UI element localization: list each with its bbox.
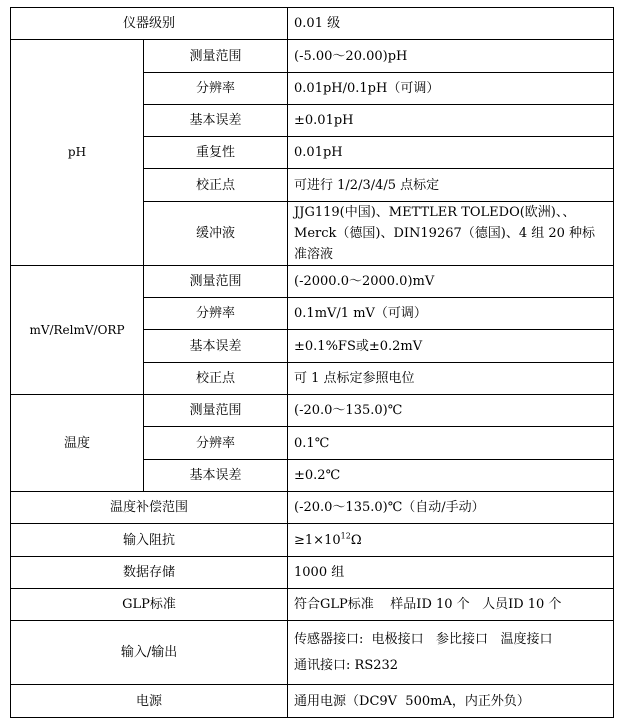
grade-label: 仪器级别 [11, 8, 288, 40]
table-row [11, 266, 614, 298]
impedance-suffix: Ω [350, 532, 362, 548]
impedance-value [288, 524, 614, 557]
ph-calibration-value: 可进行 1/2/3/4/5 点标定 [288, 169, 614, 202]
ph-repeat-value: 0.01pH [288, 137, 614, 169]
storage-label: 数据存储 [11, 557, 288, 589]
table-row [11, 557, 614, 589]
storage-value: 1000 组 [288, 557, 614, 589]
mv-error-value: ±0.1%FS或±0.2mV [288, 330, 614, 363]
power-label: 电源 [11, 685, 288, 718]
ph-range-value: (-5.00～20.00)pH [288, 40, 614, 73]
mv-calibration-value: 可 1 点标定参照电位 [288, 363, 614, 395]
impedance-prefix: ≥1×10 [294, 532, 341, 548]
ph-group-label: pH [11, 40, 144, 266]
mv-range-label: 测量范围 [144, 266, 288, 298]
ph-resolution-label: 分辨率 [144, 73, 288, 105]
ph-error-label: 基本误差 [144, 105, 288, 137]
glp-value: 符合GLP标准 样品ID 10 个 人员ID 10 个 [288, 589, 614, 621]
glp-label: GLP标准 [11, 589, 288, 621]
comp-value: (-20.0～135.0)℃（自动/手动） [288, 492, 614, 524]
ph-resolution-value: 0.01pH/0.1pH（可调） [288, 73, 614, 105]
temp-range-label: 测量范围 [144, 395, 288, 427]
io-line-2: 通讯接口: RS232 [294, 657, 399, 673]
temp-error-value: ±0.2℃ [288, 460, 614, 492]
temp-group-label: 温度 [11, 395, 144, 492]
grade-value: 0.01 级 [288, 8, 614, 40]
table-row [11, 492, 614, 524]
table-row [11, 685, 614, 718]
mv-group-label: mV/RelmV/ORP [11, 266, 144, 395]
table-row [11, 8, 614, 40]
mv-range-value: (-2000.0～2000.0)mV [288, 266, 614, 298]
temp-resolution-value: 0.1℃ [288, 427, 614, 460]
io-line-1: 传感器接口: 电极接口 参比接口 温度接口 [294, 631, 553, 647]
ph-calibration-label: 校正点 [144, 169, 288, 202]
mv-resolution-label: 分辨率 [144, 298, 288, 330]
temp-range-value: (-20.0～135.0)℃ [288, 395, 614, 427]
impedance-label: 输入阻抗 [11, 524, 288, 557]
ph-repeat-label: 重复性 [144, 137, 288, 169]
ph-range-label: 测量范围 [144, 40, 288, 73]
power-value: 通用电源（DC9V 500mA，内正外负） [288, 685, 614, 718]
temp-resolution-label: 分辨率 [144, 427, 288, 460]
mv-resolution-value: 0.1mV/1 mV（可调） [288, 298, 614, 330]
ph-buffer-label: 缓冲液 [144, 202, 288, 266]
table-row [11, 524, 614, 557]
comp-label: 温度补偿范围 [11, 492, 288, 524]
impedance-exponent: 12 [340, 531, 351, 541]
mv-calibration-label: 校正点 [144, 363, 288, 395]
mv-error-label: 基本误差 [144, 330, 288, 363]
table-row [11, 621, 614, 685]
io-value [288, 621, 614, 685]
ph-buffer-value: JJG119(中国)、METTLER TOLEDO(欧洲)、、Merck（德国)、DIN19267（德国)、4 组 20 种标准溶液 [288, 202, 614, 266]
table-row [11, 395, 614, 427]
ph-error-value: ±0.01pH [288, 105, 614, 137]
table-row [11, 40, 614, 73]
temp-error-label: 基本误差 [144, 460, 288, 492]
io-label: 输入/输出 [11, 621, 288, 685]
table-row [11, 589, 614, 621]
spec-table [10, 7, 614, 718]
